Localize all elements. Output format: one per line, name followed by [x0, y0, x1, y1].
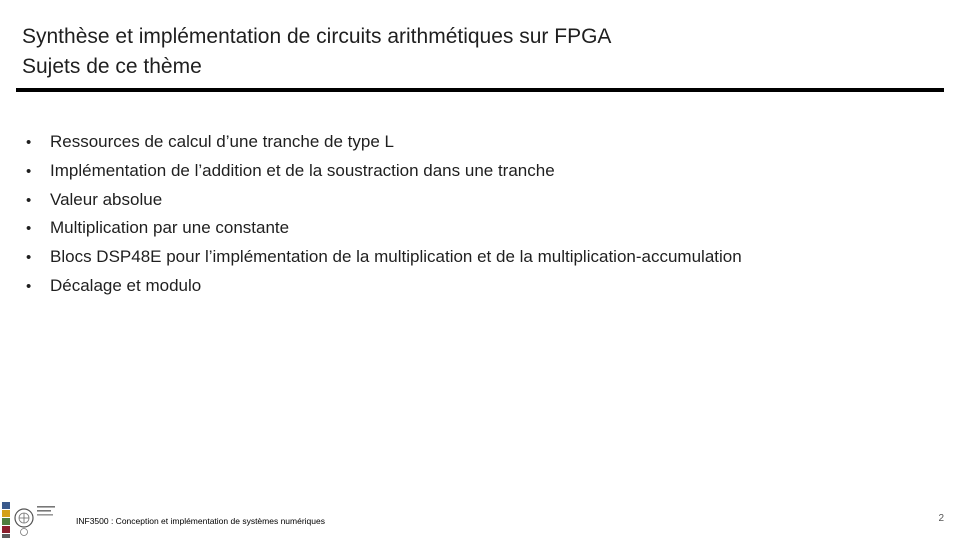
bullet-icon: • [26, 191, 32, 209]
topic-text: Valeur absolue [50, 189, 163, 209]
logo-stripe [2, 518, 10, 525]
topic-text: Décalage et modulo [50, 275, 202, 295]
slide-title-line-2: Sujets de ce thème [22, 55, 202, 78]
course-footer: INF3500 : Conception et implémentation de systèmes numériques [76, 516, 325, 526]
logo-seal-small [21, 529, 28, 536]
slide-title-line-1: Synthèse et implémentation de circuits arithmétiques sur FPGA [22, 25, 612, 48]
topic-list-item [26, 214, 742, 243]
logo-stripe [2, 502, 10, 509]
bullet-icon: • [26, 277, 32, 295]
bullet-icon: • [26, 162, 32, 180]
topic-text: Blocs DSP48E pour l’implémentation de la multiplication et de la multiplication-accumulation [50, 247, 742, 267]
polytechnique-montreal-logo-icon [2, 500, 72, 538]
logo-wordmark [37, 514, 53, 516]
logo-stripe [2, 526, 10, 533]
bullet-icon: • [26, 249, 32, 267]
topic-list-item [26, 186, 742, 215]
bullet-icon: • [26, 220, 32, 238]
topic-list-item [26, 128, 742, 157]
logo-stripe [2, 510, 10, 517]
title-divider [16, 88, 944, 92]
slide-title [22, 22, 922, 82]
topic-text: Multiplication par une constante [50, 218, 290, 238]
logo-wordmark [37, 510, 51, 512]
topic-text: Ressources de calcul d’une tranche de type L [50, 132, 394, 151]
bullet-icon: • [26, 134, 32, 151]
page-number: 2 [938, 513, 944, 524]
logo-stripe [2, 534, 10, 538]
topic-list-item [26, 157, 742, 186]
topic-list-item [26, 272, 742, 301]
topic-list-item [26, 243, 742, 272]
logo-wordmark [37, 506, 55, 508]
topic-list [26, 128, 742, 301]
topic-text: Implémentation de l’addition et de la soustraction dans une tranche [50, 160, 555, 180]
